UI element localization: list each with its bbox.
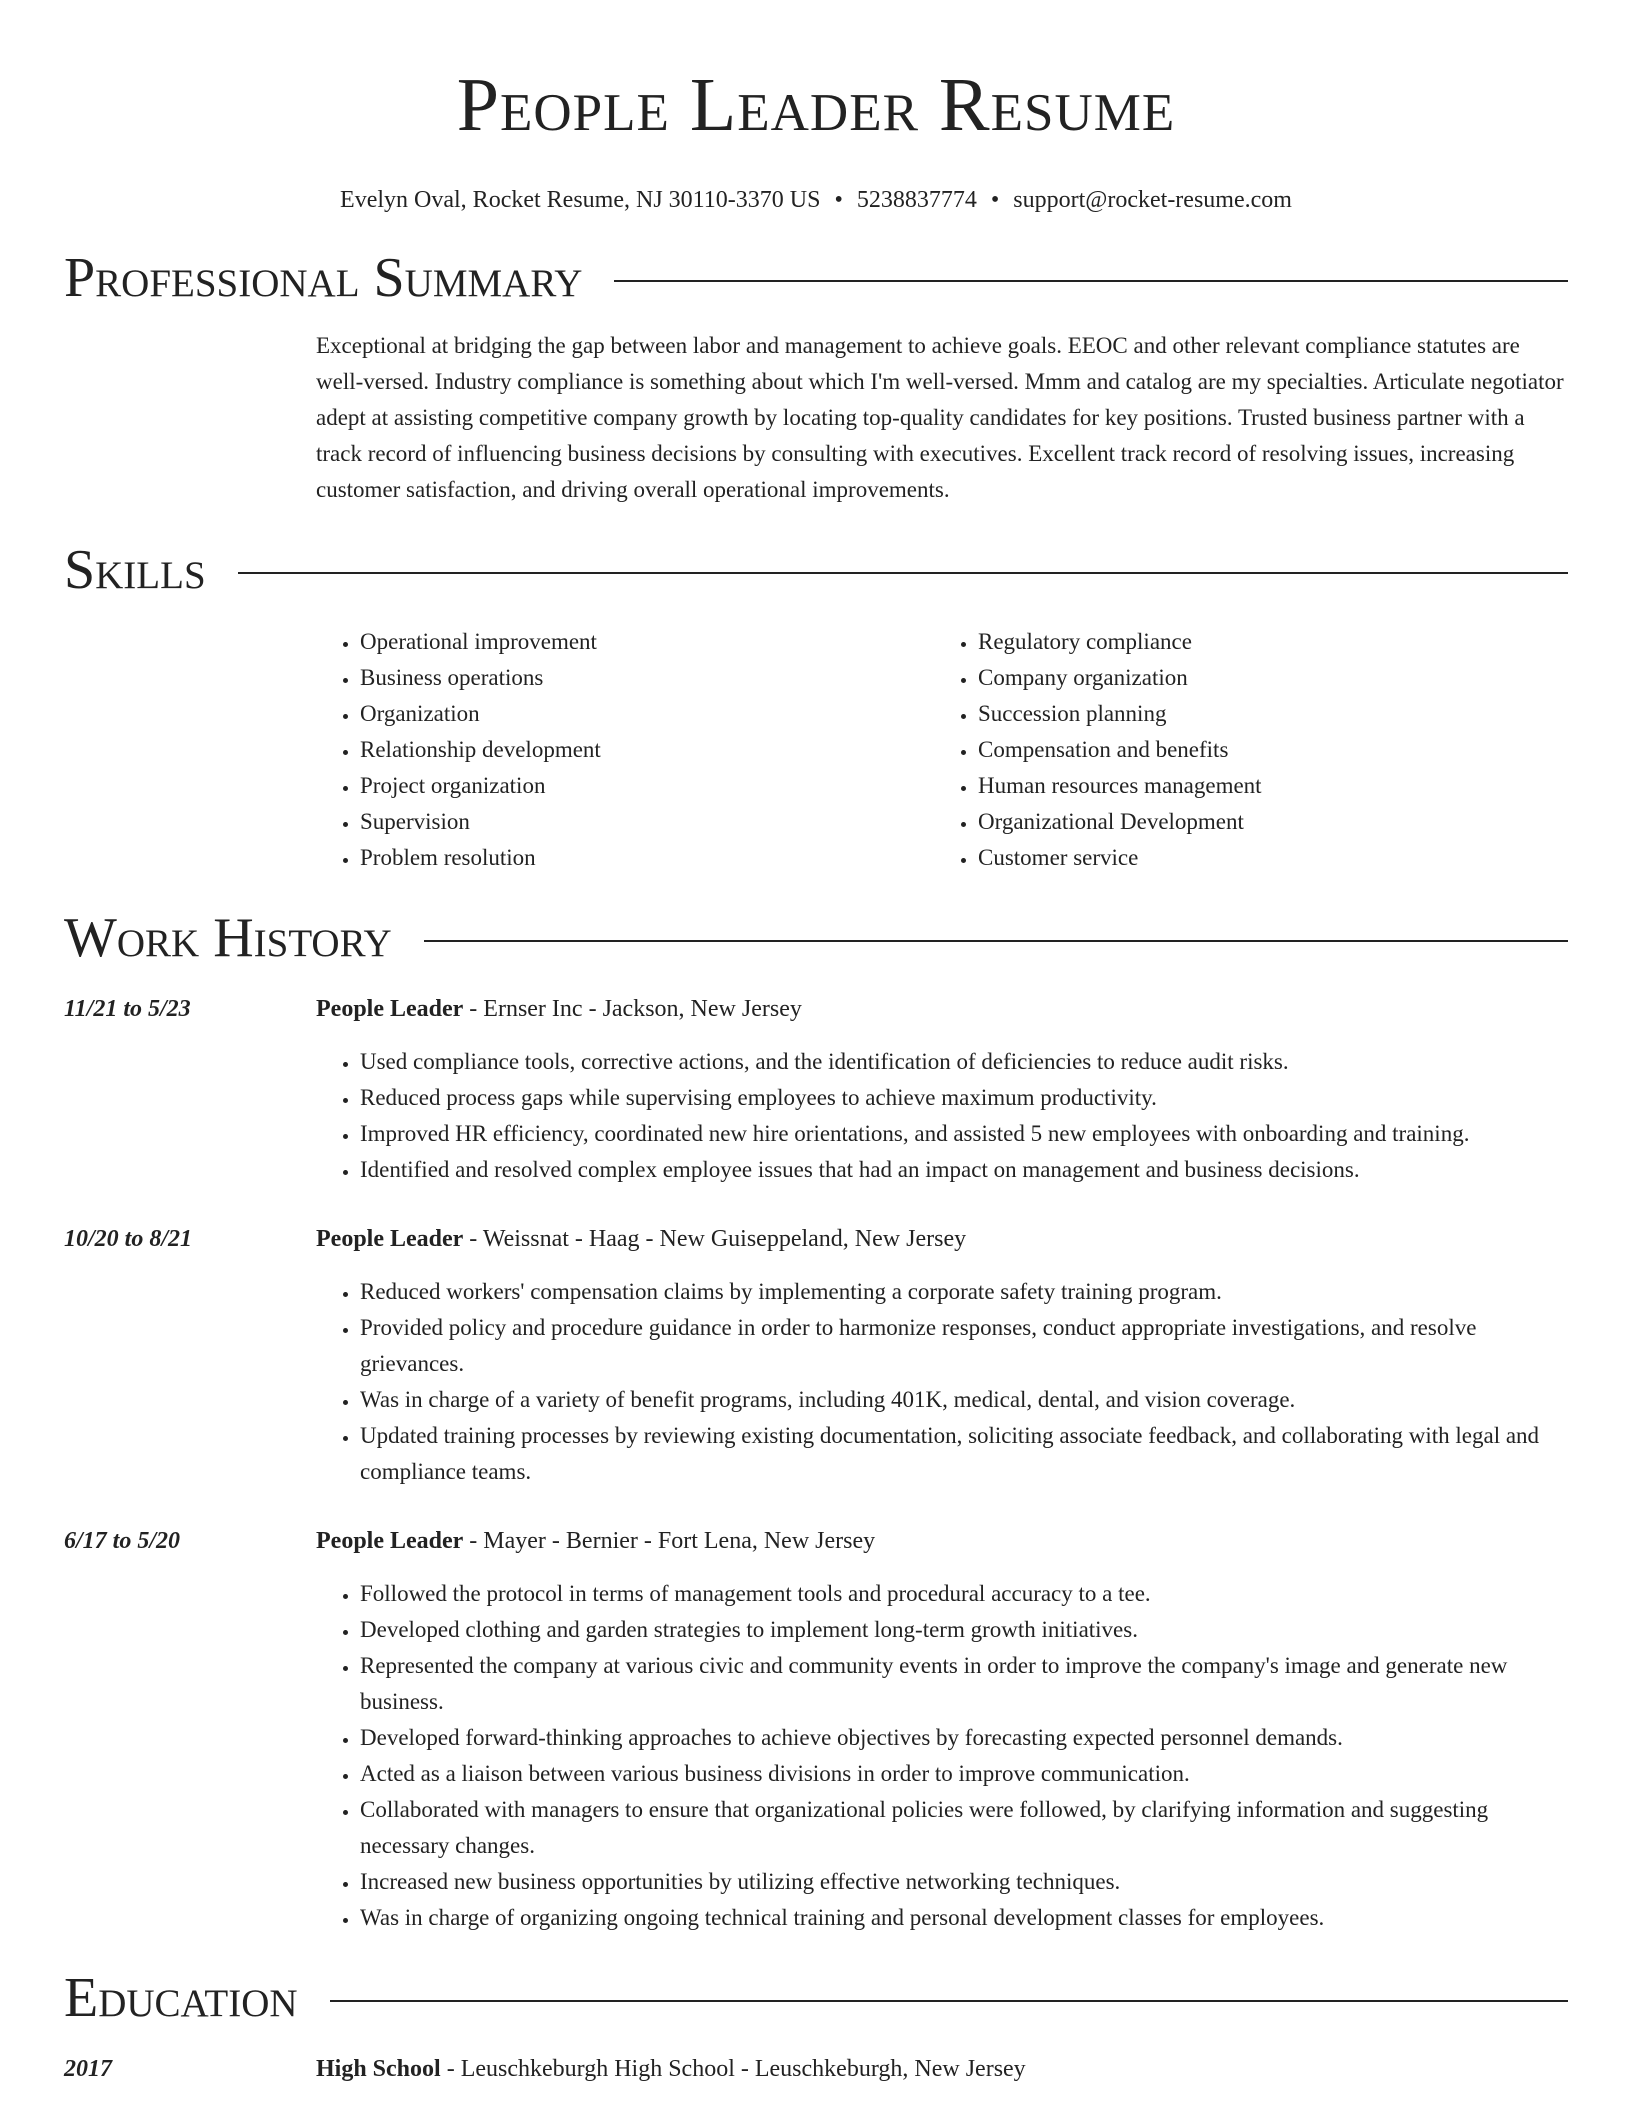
- job-employer: - Mayer - Bernier - Fort Lena, New Jersey: [463, 1528, 876, 1554]
- job-bullets: [316, 1576, 1568, 1936]
- skills-list-right: [934, 624, 1552, 876]
- job-dates: 11/21 to 5/23: [64, 996, 191, 1022]
- job-entry: [64, 1222, 1568, 1490]
- contact-separator: •: [990, 187, 1000, 213]
- skills-header: [64, 538, 1568, 602]
- skill-item: • Succession planning: [978, 696, 1552, 732]
- summary-heading: Professional Summary: [64, 247, 583, 309]
- job-bullet: • Reduced workers' compensation claims by implementing a corporate safety training program.: [360, 1274, 1568, 1310]
- contact-address: Evelyn Oval, Rocket Resume, NJ 30110-3370 US: [340, 187, 821, 213]
- contact-separator: •: [834, 187, 843, 213]
- education-year: 2017: [64, 2056, 112, 2082]
- skill-item: • Organization: [360, 696, 934, 732]
- skills-grid: [316, 624, 1568, 876]
- skills-column-right: [934, 624, 1552, 876]
- summary-text: Exceptional at bridging the gap between labor and management to achieve goals. EEOC and other relevant compliance statutes are well-versed. Industry compliance is something about which I'm well-versed. Mmm and catalog are my specialties. Articulate negotiator adept at assisting competitive company growth by locating top-quality candidates for key positions. Trusted business partner with a track record of influencing business decisions by consulting with executives. Excellent track record of resolving issues, increasing customer satisfaction, and driving overall operational improvements.: [316, 333, 1564, 502]
- job-heading: [316, 992, 1568, 1026]
- job-bullet: • Developed forward-thinking approaches to achieve objectives by forecasting expected personnel demands.: [360, 1720, 1568, 1756]
- job-role: People Leader: [316, 1226, 464, 1252]
- education-body: [316, 2052, 1568, 2086]
- job-bullet: • Developed clothing and garden strategies to implement long-term growth initiatives.: [360, 1612, 1568, 1648]
- section-divider: [238, 572, 1568, 574]
- education-heading: Education: [64, 1967, 298, 2029]
- job-bullet: • Used compliance tools, corrective actions, and the identification of deficiencies to reduce audit risks.: [360, 1044, 1568, 1080]
- job-role: People Leader: [316, 996, 464, 1022]
- skills-column-left: [316, 624, 934, 876]
- skill-item: • Operational improvement: [360, 624, 934, 660]
- skill-item: • Problem resolution: [360, 840, 934, 876]
- job-body: [316, 992, 1568, 1188]
- section-divider: [614, 280, 1568, 282]
- job-entry: [64, 992, 1568, 1188]
- job-bullet: • Was in charge of a variety of benefit programs, including 401K, medical, dental, and vision coverage.: [360, 1382, 1568, 1418]
- job-heading: [316, 1524, 1568, 1558]
- skill-item: • Human resources management: [978, 768, 1552, 804]
- skill-item: • Organizational Development: [978, 804, 1552, 840]
- job-dates: 10/20 to 8/21: [64, 1226, 193, 1252]
- job-role: People Leader: [316, 1528, 464, 1554]
- job-bullet: • Was in charge of organizing ongoing technical training and personal development classes for employees.: [360, 1900, 1568, 1936]
- skills-section: [64, 538, 1568, 876]
- contact-phone: 5238837774: [856, 187, 977, 213]
- skill-item: • Regulatory compliance: [978, 624, 1552, 660]
- job-heading: [316, 1222, 1568, 1256]
- skill-item: • Compensation and benefits: [978, 732, 1552, 768]
- contact-email: support@rocket-resume.com: [1013, 187, 1292, 213]
- skill-item: • Business operations: [360, 660, 934, 696]
- job-bullet: • Represented the company at various civic and community events in order to improve the company's image and generate new business.: [360, 1648, 1568, 1720]
- job-dates: 6/17 to 5/20: [64, 1528, 181, 1554]
- job-bullet: • Improved HR efficiency, coordinated new hire orientations, and assisted 5 new employees with onboarding and training.: [360, 1116, 1568, 1152]
- job-bullet: • Collaborated with managers to ensure that organizational policies were followed, by clarifying information and suggesting necessary changes.: [360, 1792, 1568, 1864]
- job-bullet: • Followed the protocol in terms of management tools and procedural accuracy to a tee.: [360, 1576, 1568, 1612]
- job-bullet: • Updated training processes by reviewing existing documentation, soliciting associate feedback, and collaborating with legal and compliance teams.: [360, 1418, 1568, 1490]
- work-history-header: [64, 906, 1568, 970]
- work-history-heading: Work History: [64, 907, 392, 969]
- skill-item: • Supervision: [360, 804, 934, 840]
- section-divider: [424, 940, 1568, 942]
- job-bullet: • Acted as a liaison between various business divisions in order to improve communication.: [360, 1756, 1568, 1792]
- education-heading-line: [316, 2052, 1568, 2086]
- resume-title: People Leader Resume: [456, 63, 1176, 147]
- section-divider: [330, 2000, 1568, 2002]
- skill-item: • Customer service: [978, 840, 1552, 876]
- job-bullets: [316, 1274, 1568, 1490]
- job-bullet: • Reduced process gaps while supervising employees to achieve maximum productivity.: [360, 1080, 1568, 1116]
- job-employer: - Ernser Inc - Jackson, New Jersey: [463, 996, 802, 1022]
- education-degree: High School: [316, 2056, 441, 2082]
- skills-heading: Skills: [64, 539, 206, 601]
- education-entry: [64, 2052, 1568, 2086]
- job-bullets: [316, 1044, 1568, 1188]
- job-bullet: • Increased new business opportunities by utilizing effective networking techniques.: [360, 1864, 1568, 1900]
- skill-item: • Relationship development: [360, 732, 934, 768]
- skill-item: • Company organization: [978, 660, 1552, 696]
- job-employer: - Weissnat - Haag - New Guiseppeland, New Jersey: [463, 1226, 967, 1252]
- contact-line: [64, 184, 1568, 216]
- skill-item: • Project organization: [360, 768, 934, 804]
- summary-header: [64, 246, 1568, 310]
- job-bullet: • Identified and resolved complex employee issues that had an impact on management and business decisions.: [360, 1152, 1568, 1188]
- job-body: [316, 1524, 1568, 1936]
- summary-section: [64, 246, 1568, 508]
- education-header: [64, 1966, 1568, 2030]
- job-body: [316, 1222, 1568, 1490]
- job-entry: [64, 1524, 1568, 1936]
- education-section: [64, 1966, 1568, 2086]
- work-history-section: [64, 906, 1568, 1936]
- skills-list-left: [316, 624, 934, 876]
- job-bullet: • Provided policy and procedure guidance in order to harmonize responses, conduct appropriate investigations, and resolve grievances.: [360, 1310, 1568, 1382]
- education-school: - Leuschkeburgh High School - Leuschkeburgh, New Jersey: [440, 2056, 1026, 2082]
